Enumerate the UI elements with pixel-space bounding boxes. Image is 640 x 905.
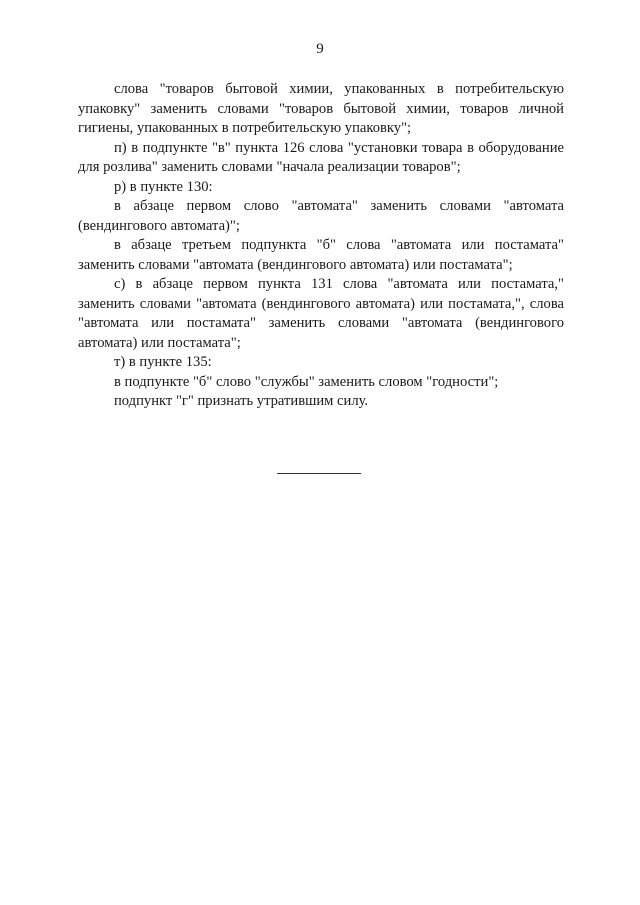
paragraph-8: в подпункте "б" слово "службы" заменить словом "годности"; xyxy=(114,373,499,390)
paragraph-9: подпункт "г" признать утратившим силу. xyxy=(114,393,369,409)
paragraph-4: в абзаце первом слово "автомата" заменить словами "автомата (вендингового автомата)"; xyxy=(78,198,564,234)
paragraph-6: с) в абзаце первом пункта 131 слова "автомата или постамата," заменить словами "автомата (вендингового автомата) или постамата,", слова "автомата или постамата" заменить словами "автомата (вендингового автомата) или постамата"; xyxy=(78,276,564,351)
paragraph-1: слова "товаров бытовой химии, упакованных в потребительскую упаковку" заменить словами "товаров бытовой химии, товаров личной гигиены, упакованных в потребительскую упаковку"; xyxy=(78,81,564,136)
paragraph-7: т) в пункте 135: xyxy=(114,354,212,370)
paragraph-3: р) в пункте 130: xyxy=(114,178,213,195)
end-separator-line xyxy=(277,473,361,474)
page-number: 9 xyxy=(316,41,324,57)
paragraph-5: в абзаце третьем подпункта "б" слова "автомата или постамата" заменить словами "автомата (вендингового автомата) или постамата"; xyxy=(78,237,564,273)
document-body xyxy=(78,80,564,412)
paragraph-2: п) в подпункте "в" пункта 126 слова "установки товара в оборудование для розлива" заменить словами "начала реализации товаров"; xyxy=(78,139,564,175)
